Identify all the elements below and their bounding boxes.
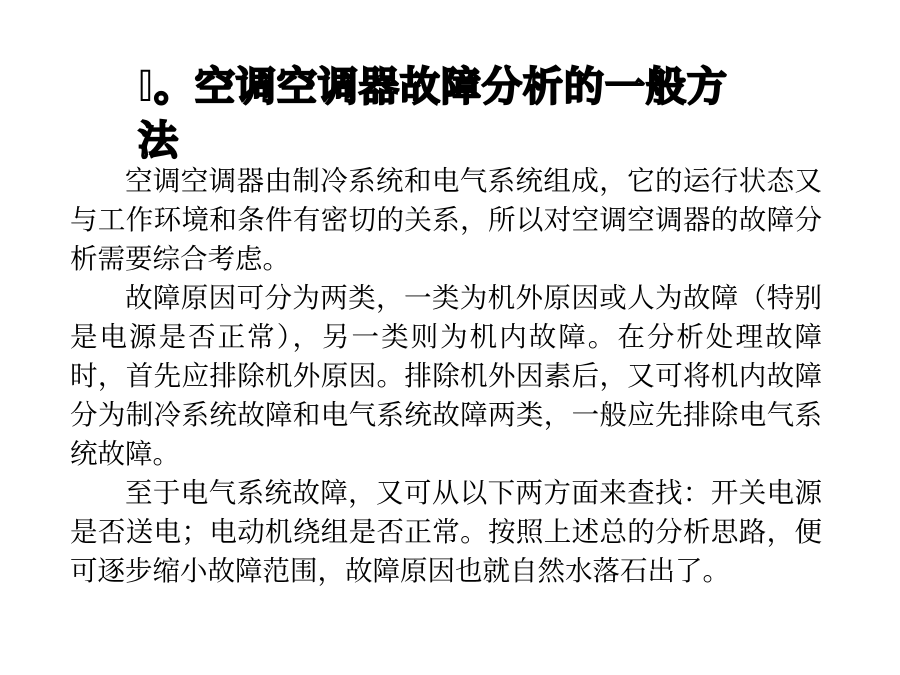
- paragraph-1: 空调空调器由制冷系统和电气系统组成，它的运行状态又与工作环境和条件有密切的关系，所以对空调空调器的故障分析需要综合考虑。: [70, 165, 822, 275]
- paragraph-3: 至于电气系统故障，又可从以下两方面来查找：开关电源是否送电；电动机绕组是否正常。按照上述总的分析思路，便可逐步缩小故障范围，故障原因也就自然水落石出了。: [70, 477, 822, 587]
- slide-title: Ⅰ。空调空调器故障分析的一般方法: [138, 64, 728, 164]
- paragraph-2: 故障原因可分为两类，一类为机外原因或人为故障（特别是电源是否正常），另一类则为机内故障。在分析处理故障时，首先应排除机外原因。排除机外因素后，又可将机内故障分为制冷系统故障和电气系统故障两类，一般应先排除电气系统故障。: [70, 282, 822, 470]
- slide-body: [70, 162, 822, 591]
